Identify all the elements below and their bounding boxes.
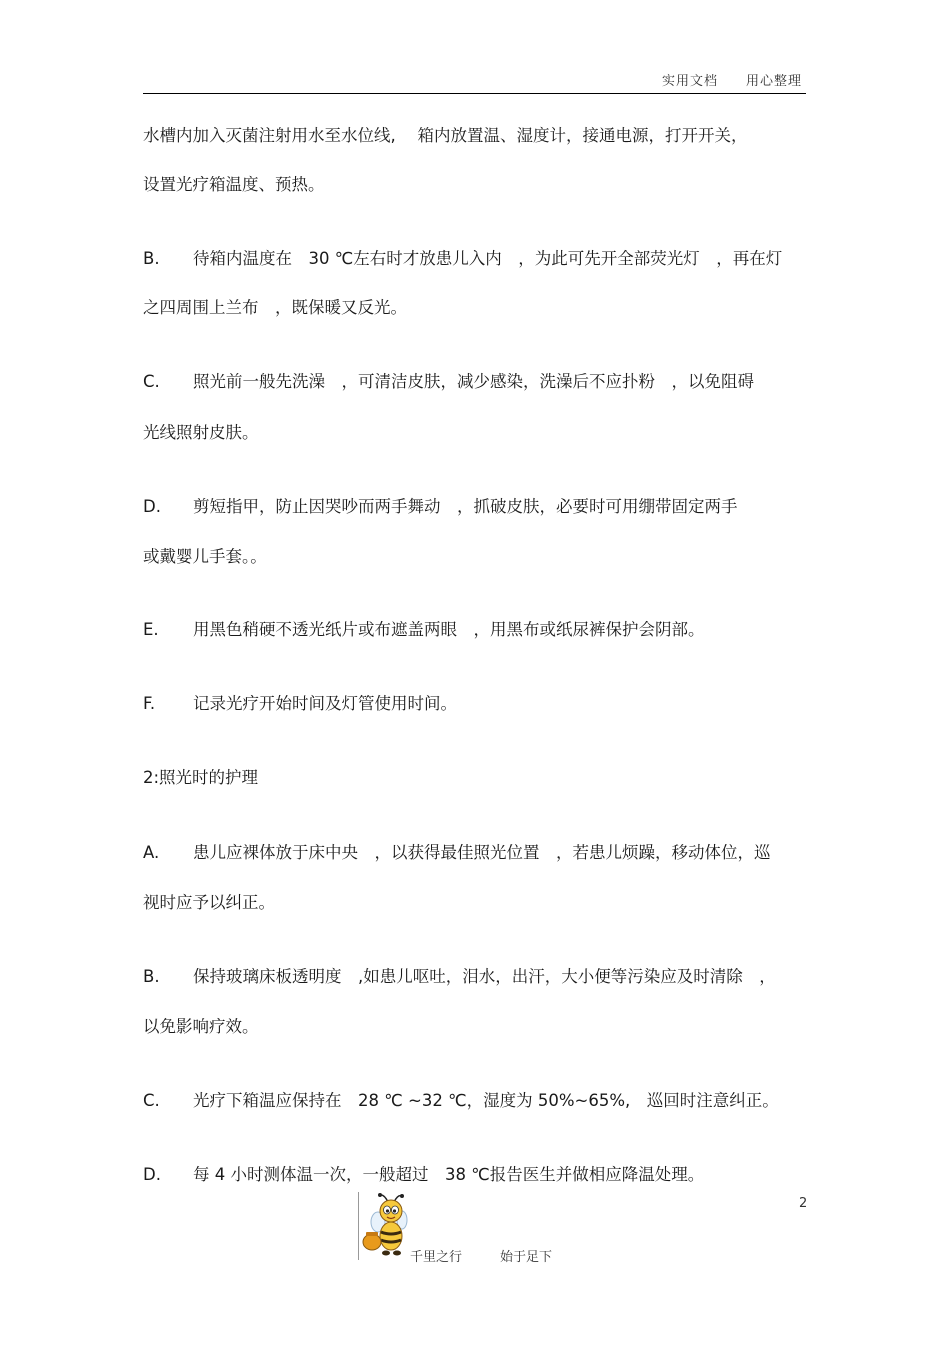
item-d-text: 剪短指甲，防止因哭吵而两手舞动 ，抓破皮肤，必要时可用绷带固定两手 [193,497,738,516]
footer-right: 始于足下 [500,1250,553,1265]
item-b-label: B. [143,249,160,268]
section2-title: 2:照光时的护理 [143,768,259,787]
item-f-line1 [143,693,457,715]
page-number: 2 [799,1196,808,1211]
item-c-label: C. [143,372,160,391]
item-c-line1 [143,371,754,393]
item-c-line2: 光线照射皮肤。 [143,423,259,442]
item-b-text: 待箱内温度在 30 ℃左右时才放患儿入内 ，为此可先开全部荧光灯 ，再在灯 [193,249,783,268]
item-d2-text: 每 4 小时测体温一次，一般超过 38 ℃报告医生并做相应降温处理。 [193,1165,705,1184]
item-b-line2: 之四周围上兰布 ，既保暖又反光。 [143,298,407,317]
header-rule [143,93,806,94]
item-c2-line1 [143,1090,779,1112]
item-b2-line2: 以免影响疗效。 [143,1017,259,1036]
footer-left: 千里之行 [410,1250,463,1265]
item-a2-label: A. [143,843,160,862]
bee-mascot-icon [358,1192,408,1260]
item-b2-line1 [143,966,776,988]
footer-text [410,1246,552,1265]
item-d-label: D. [143,497,161,516]
item-a2-text: 患儿应裸体放于床中央 ，以获得最佳照光位置 ，若患儿烦躁，移动体位，巡 [193,843,771,862]
item-e-label: E. [143,620,159,639]
item-b2-text: 保持玻璃床板透明度 ,如患儿呕吐，泪水，出汗，大小便等污染应及时清除 ， [193,967,776,986]
header-left: 实用文档 [661,74,718,89]
item-d-line1 [143,496,738,518]
item-c2-text: 光疗下箱温应保持在 28 ℃ ~32 ℃，湿度为 50%~65%, 巡回时注意纠正。 [193,1091,779,1110]
para1-line2: 设置光疗箱温度、预热。 [143,175,325,194]
item-b-line1 [143,248,782,270]
item-f-text: 记录光疗开始时间及灯管使用时间。 [193,694,457,713]
para1-line1: 水槽内加入灭菌注射用水至水位线, 箱内放置温、湿度计，接通电源，打开开关， [143,126,748,145]
item-d2-label: D. [143,1165,161,1184]
item-e-text: 用黑色稍硬不透光纸片或布遮盖两眼 ，用黑布或纸尿裤保护会阴部。 [193,620,705,639]
item-f-label: F. [143,694,156,713]
item-a2-line1 [143,842,771,864]
header-right: 用心整理 [745,74,802,89]
item-a2-line2: 视时应予以纠正。 [143,893,275,912]
page-header [143,70,806,92]
header-text [662,70,802,89]
item-d-line2: 或戴婴儿手套。。 [143,547,267,566]
item-c-text: 照光前一般先洗澡 ，可清洁皮肤，减少感染，洗澡后不应扑粉 ，以免阻碍 [193,372,754,391]
item-e-line1 [143,619,705,641]
item-c2-label: C. [143,1091,160,1110]
item-b2-label: B. [143,967,160,986]
item-d2-line1 [143,1164,704,1186]
